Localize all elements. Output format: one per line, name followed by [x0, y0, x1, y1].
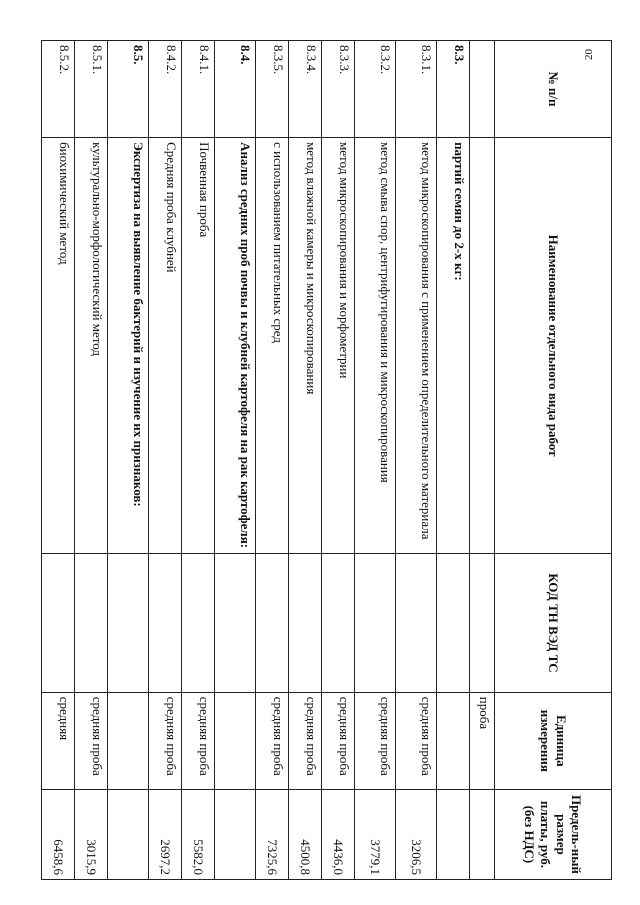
table-row — [396, 41, 437, 880]
cell-num: 8.5.1. — [75, 41, 108, 138]
header-unit: Единица измерения — [495, 692, 612, 789]
cell-price — [215, 789, 256, 879]
cell-code — [256, 554, 289, 693]
cell-code — [437, 554, 470, 693]
cell-name: партий семян до 2-х кг: — [437, 138, 470, 554]
cell-num: 8.3.1. — [396, 41, 437, 138]
table-row — [322, 41, 355, 880]
table-row — [256, 41, 289, 880]
cell-name: метод микроскопирования и морфометрии — [322, 138, 355, 554]
cell-unit — [108, 692, 149, 789]
cell-name: Анализ средних проб почвы и клубней картофеля на рак картофеля: — [215, 138, 256, 554]
table-row — [149, 41, 182, 880]
cell-price: 6458,6 — [42, 789, 75, 879]
cell-price: 4436,0 — [322, 789, 355, 879]
cell-code — [396, 554, 437, 693]
table-row — [215, 41, 256, 880]
cell-num: 8.3.2. — [355, 41, 396, 138]
table-row — [437, 41, 470, 880]
table-row-continuation — [470, 41, 495, 880]
cell-num: 8.4.2. — [149, 41, 182, 138]
cell-price — [437, 789, 470, 879]
table-row — [42, 41, 75, 880]
header-num: № п/п — [495, 41, 612, 138]
cell-unit: средняя проба — [182, 692, 215, 789]
cell-code — [182, 554, 215, 693]
cell-code — [289, 554, 322, 693]
cell-num: 8.5. — [108, 41, 149, 138]
cell-unit: проба — [470, 692, 495, 789]
cell-unit: средняя проба — [256, 692, 289, 789]
cell-name — [470, 138, 495, 554]
cell-name: Средняя проба клубней — [149, 138, 182, 554]
cell-price: 4500,8 — [289, 789, 322, 879]
cell-code — [149, 554, 182, 693]
cell-code — [42, 554, 75, 693]
header-name: Наименование отдельного вида работ — [495, 138, 612, 554]
cell-name: Почвенная проба — [182, 138, 215, 554]
cell-num: 8.5.2. — [42, 41, 75, 138]
rotated-page — [50, 40, 612, 880]
page-number: 20 — [583, 49, 595, 60]
cell-name: биохимический метод — [42, 138, 75, 554]
cell-unit: средняя проба — [289, 692, 322, 789]
header-code: КОД ТН ВЭД ТС — [495, 554, 612, 693]
cell-num — [470, 41, 495, 138]
cell-code — [355, 554, 396, 693]
price-table — [41, 40, 612, 880]
table-row — [182, 41, 215, 880]
cell-price — [470, 789, 495, 879]
cell-price: 3779,1 — [355, 789, 396, 879]
cell-unit: средняя проба — [322, 692, 355, 789]
table-row — [289, 41, 322, 880]
cell-price — [108, 789, 149, 879]
cell-unit: средняя — [42, 692, 75, 789]
cell-num: 8.3.3. — [322, 41, 355, 138]
cell-unit: средняя проба — [355, 692, 396, 789]
cell-unit — [215, 692, 256, 789]
cell-name: метод смыва спор, центрифугирования и микроскопирования — [355, 138, 396, 554]
cell-unit: средняя проба — [75, 692, 108, 789]
cell-unit — [437, 692, 470, 789]
cell-name: метод микроскопирования с применением определительного материала — [396, 138, 437, 554]
table-row — [108, 41, 149, 880]
cell-code — [322, 554, 355, 693]
cell-num: 8.4.1. — [182, 41, 215, 138]
cell-name: с использованием питательных сред — [256, 138, 289, 554]
table-header-row — [495, 41, 612, 880]
table-row — [355, 41, 396, 880]
cell-code — [215, 554, 256, 693]
cell-num: 8.3.4. — [289, 41, 322, 138]
cell-num: 8.3.5. — [256, 41, 289, 138]
cell-price: 7325,6 — [256, 789, 289, 879]
cell-code — [470, 554, 495, 693]
cell-price: 5582,0 — [182, 789, 215, 879]
cell-price: 3206,5 — [396, 789, 437, 879]
cell-price: 3015,9 — [75, 789, 108, 879]
cell-code — [75, 554, 108, 693]
cell-name: метод влажной камеры и микроскопирования — [289, 138, 322, 554]
cell-code — [108, 554, 149, 693]
cell-name: Экспертиза на выявление бактерий и изучение их признаков: — [108, 138, 149, 554]
cell-num: 8.4. — [215, 41, 256, 138]
cell-num: 8.3. — [437, 41, 470, 138]
cell-unit: средняя проба — [149, 692, 182, 789]
cell-price: 2697,2 — [149, 789, 182, 879]
cell-unit: средняя проба — [396, 692, 437, 789]
header-price: Предель-ный размер платы, руб. (без НДС) — [495, 789, 612, 879]
table-row — [75, 41, 108, 880]
cell-name: культурально-морфологический метод — [75, 138, 108, 554]
